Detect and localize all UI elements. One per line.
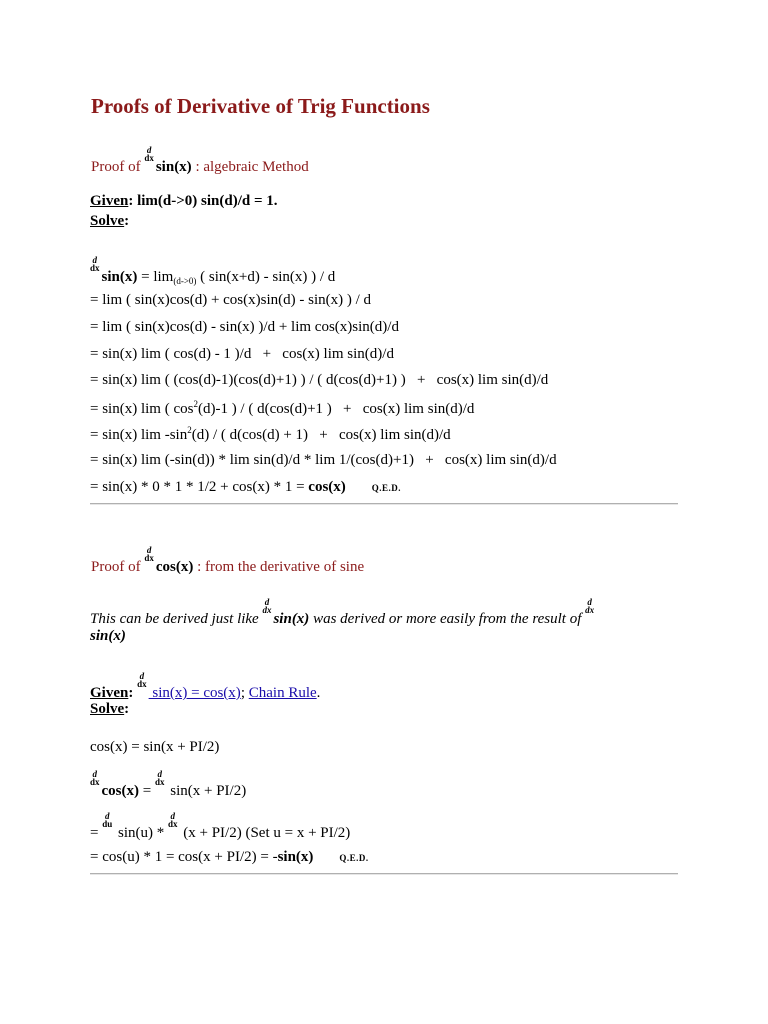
proof2-line-4: = cos(u) * 1 = cos(x + PI/2) = -sin(x) Q.E.D. [90,849,369,865]
heading-function: sin(x) [155,159,192,175]
proof1-line-8: = sin(x) lim (-sin(d)) * lim sin(d)/d * lim 1/(cos(d)+1) + cos(x) lim sin(d)/d [90,452,557,468]
derivative-operator: d dx [90,255,100,273]
qed-mark: Q.E.D. [371,483,402,493]
proof1-line-5: = sin(x) lim ( (cos(d)-1)(cos(d)+1) ) / ( d(cos(d)+1) ) + cos(x) lim sin(d)/d [90,372,549,388]
solve-label: Solve [90,213,125,229]
derivative-operator: d dx [144,145,154,163]
derivative-operator: d dx [137,671,147,689]
given-label: Given [90,685,129,701]
section1-heading [91,146,309,176]
heading-suffix: : algebraic Method [191,159,309,175]
section2-heading [91,546,364,576]
section-divider [90,503,678,505]
proof2-line-2: d dx cos(x) = d dx sin(x + PI/2) [90,769,247,799]
proof2-line-1: cos(x) = sin(x + PI/2) [90,739,220,755]
page-title: Proofs of Derivative of Trig Functions [91,94,430,118]
derivative-operator: d dx [144,545,154,563]
derivative-operator: d dx [262,597,272,615]
heading-prefix: Proof of [91,159,141,175]
section-divider [90,873,678,875]
chain-rule-link[interactable]: Chain Rule [248,685,317,701]
proof1-line-3: = lim ( sin(x)cos(d) - sin(x) )/d + lim cos(x)sin(d)/d [90,319,399,335]
derivative-operator: d dx [585,597,595,615]
derivative-operator: d dx [167,811,178,829]
derivative-operator: d dx [154,769,165,787]
section2-intro: This can be derived just like d dx sin(x) was derived or more easily from the result of d dx [90,597,595,627]
heading-function: cos(x) [155,559,194,575]
proof1-line-2: = lim ( sin(x)cos(d) + cos(x)sin(d) - sin(x) ) / d [90,292,372,308]
sine-derivative-link[interactable]: sin(x) = cos(x) [148,685,241,701]
proof1-line-4: = sin(x) lim ( cos(d) - 1 )/d + cos(x) lim sin(d)/d [90,346,394,362]
heading-prefix: Proof of [91,559,141,575]
proof1-line-1: d dx $\sin(x) = \lim_{(d->0)}$ ( sin(x+d) - sin(x) ) / d [90,255,336,286]
qed-mark: Q.E.D. [339,853,369,863]
section1-solve: Solve: [90,213,130,229]
proof1-line-6: = sin(x) lim ( $\cos^2(d)-1$ ) / ( d(cos(d)+1 ) + cos(x) lim sin(d)/d [90,399,475,417]
section2-solve: Solve: [90,701,130,717]
section2-intro-cont: sin(x) [90,628,126,644]
section2-given: Given: d dx sin(x) = cos(x); Chain Rule. [90,671,321,701]
given-text: lim(d->0) sin(d)/d = 1. [137,193,278,209]
proof2-line-3: = d du sin(u) * d dx (x + PI/2) (Set u = x + PI/2) [90,811,351,841]
solve-label: Solve [90,701,125,717]
proof1-line-7: = sin(x) $\lim -\sin^2(d)$ / ( d(cos(d) + 1) + cos(x) lim sin(d)/d [90,425,451,443]
heading-suffix: : from the derivative of sine [193,559,365,575]
proof1-line-9: = sin(x) * 0 * 1 * 1/2 + cos(x) * 1 = cos(x) Q.E.D. [90,479,402,495]
given-label: Given [90,193,129,209]
derivative-operator: d dx [90,769,100,787]
derivative-operator: d du [102,811,113,829]
section1-given: Given: lim(d->0) sin(d)/d = 1. [90,193,278,209]
